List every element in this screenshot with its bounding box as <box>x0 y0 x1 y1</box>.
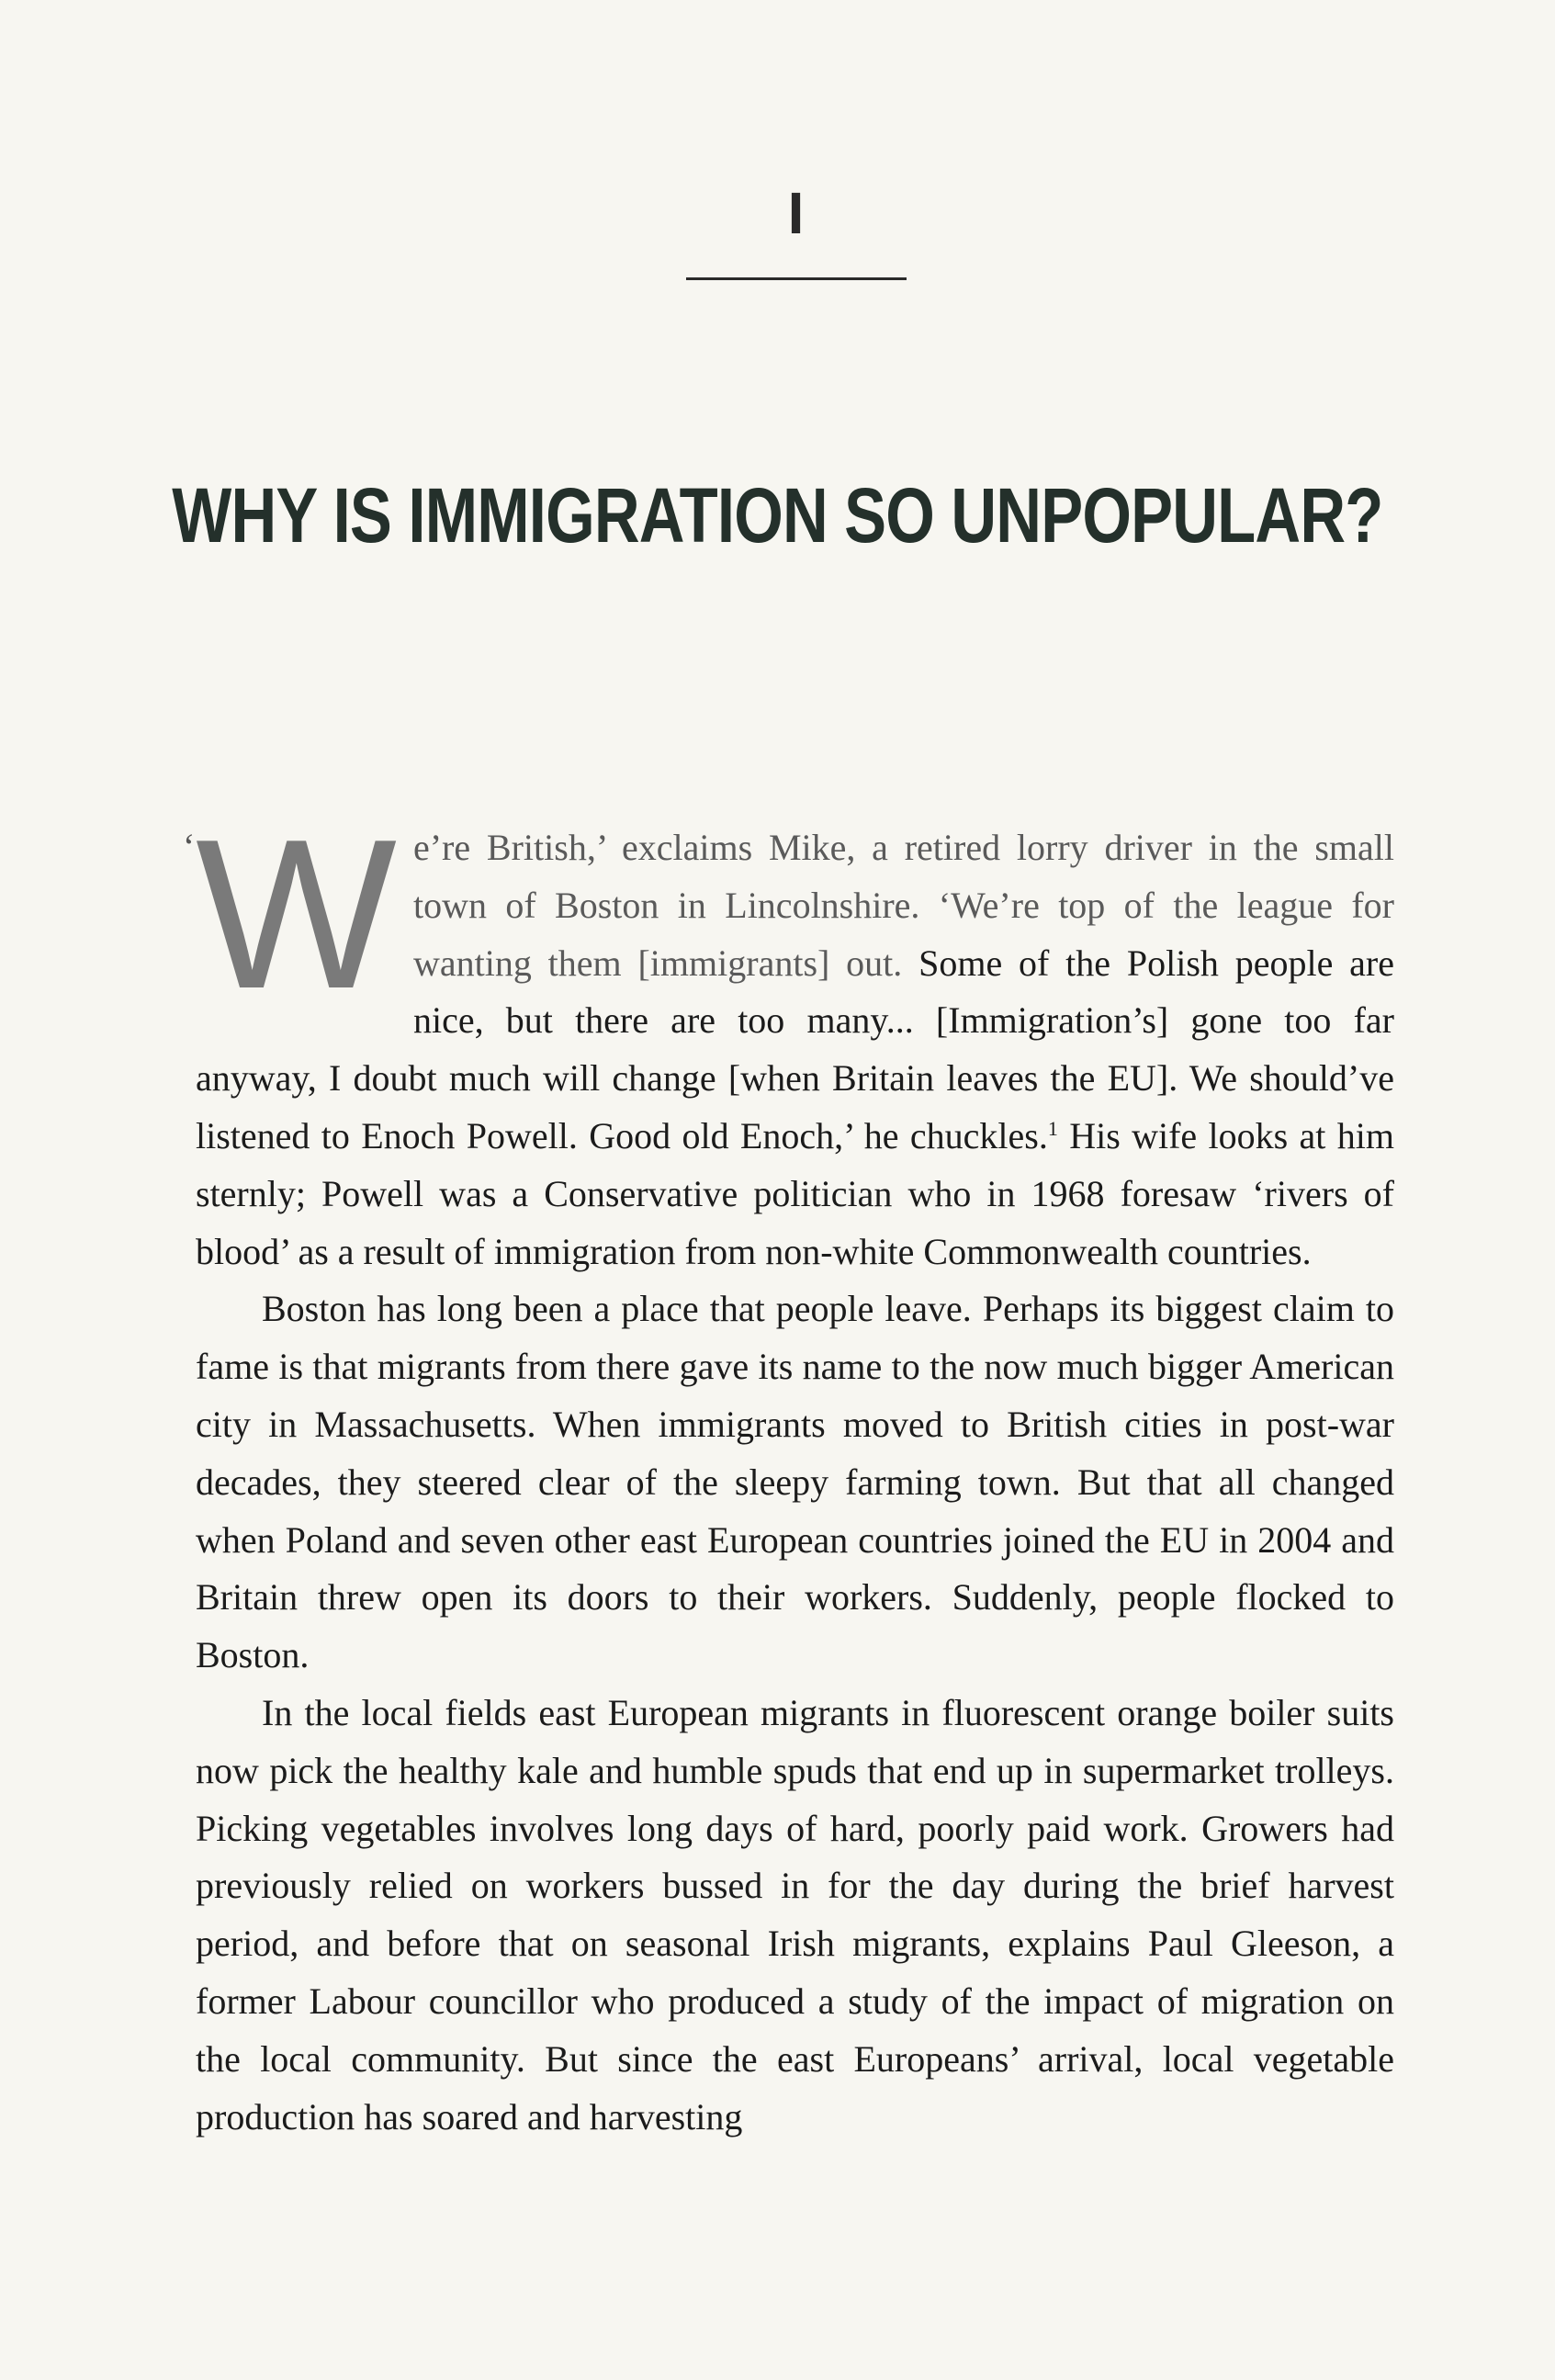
opening-text-before-note: Some of the Polish people are nice, but there are too many... [Immigration’s] gone too far anyway, I doubt much will change [when Britain leaves the EU]. We should’ve listened to Enoch Powell. Good old Enoch,’ he chuckles. <box>196 942 1394 1156</box>
opening-paragraph <box>183 795 1394 1280</box>
body-text <box>183 795 1394 2146</box>
chapter-title: WHY IS IMMIGRATION SO UNPOPULAR? <box>172 472 1383 559</box>
chapter-number: I <box>787 180 805 246</box>
opening-quote-mark: ‘ <box>183 826 196 867</box>
opening-text-after-note: His wife looks at him sternly; Powell was a Conservative politician who in 1968 foresaw ‘rivers of blood’ as a result of immigration from non-white Commonwealth countries. <box>196 1114 1394 1272</box>
paragraph-boston-history: Boston has long been a place that people leave. Perhaps its biggest claim to fame is that migrants from there gave its name to the now much bigger American city in Massachusetts. When immigrants moved to British cities in post-war decades, they steered clear of the sleepy farming town. But that all changed when Poland and seven other east European countries joined the EU in 2004 and Britain threw open its doors to their workers. Suddenly, people flocked to Boston. <box>196 1288 1394 1676</box>
paragraph-local-fields: In the local fields east European migrants in fluorescent orange boiler suits now pick the healthy kale and humble spuds that end up in supermarket trolleys. Picking vegetables involves long days of hard, poorly paid work. Growers had previously relied on workers bussed in for the day during the brief harvest period, and before that on seasonal Irish migrants, explains Paul Gleeson, a former Labour councillor who produced a study of the impact of migration on the local community. But since the east Europeans’ arrival, local vegetable production has soared and harvesting <box>196 1691 1394 2137</box>
drop-cap-letter: W <box>196 795 397 1033</box>
chapter-rule-divider <box>686 277 907 280</box>
opening-lead-text: e’re British,’ exclaims Mike, a retired lorry driver in the small town of Boston in Lincolnshire. ‘We’re top of the league for wanting them [immigrants] out. <box>412 827 1394 984</box>
footnote-reference[interactable]: 1 <box>1047 1116 1058 1140</box>
drop-cap <box>183 795 397 1033</box>
